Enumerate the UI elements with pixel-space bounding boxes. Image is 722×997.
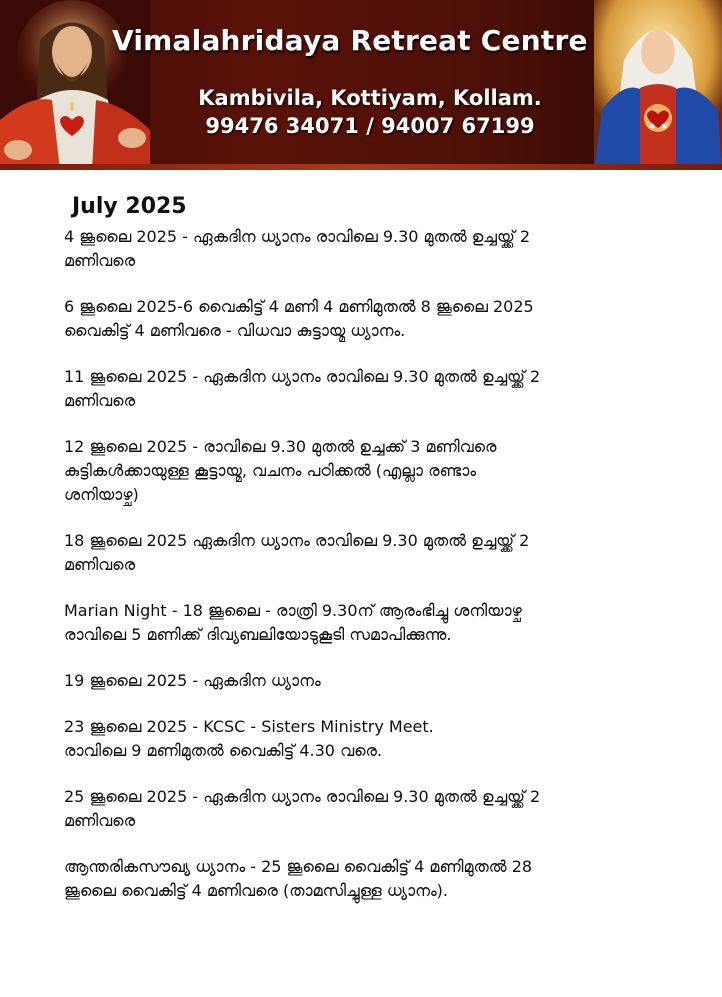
- entry-line: ശനിയാഴ്ച): [64, 485, 139, 504]
- entry-line: 12 ജൂലൈ 2025 - രാവിലെ 9.30 മുതൽ ഉച്ചക്ക് 3 മണിവരെ: [64, 437, 497, 456]
- entry-line: ആന്തരികസൗഖ്യ ധ്യാനം - 25 ജൂലൈ വൈകിട്ട് 4 മണിമുതൽ 28: [64, 857, 533, 876]
- schedule-entry: [64, 529, 664, 577]
- entry-line: മണിവരെ: [64, 811, 136, 830]
- schedule-entry: [64, 365, 664, 413]
- entry-line: 23 ജൂലൈ 2025 - KCSC - Sisters Ministry Meet.: [64, 717, 434, 736]
- schedule-entry: [64, 785, 664, 833]
- centre-name: Vimalahridaya Retreat Centre: [112, 24, 588, 57]
- schedule-section: [0, 194, 722, 903]
- schedule-entry: [64, 669, 664, 693]
- schedule-entry: [64, 295, 664, 343]
- entry-line: Marian Night - 18 ജൂലൈ - രാത്രി 9.30ന് ആരംഭിച്ചു ശനിയാഴ്ച: [64, 601, 522, 620]
- entry-line: 19 ജൂലൈ 2025 - ഏകദിന ധ്യാനം: [64, 671, 321, 690]
- entry-line: മണിവരെ: [64, 555, 136, 574]
- entry-line: 11 ജൂലൈ 2025 - ഏകദിന ധ്യാനം രാവിലെ 9.30 മുതൽ ഉച്ചയ്ക്ക് 2: [64, 367, 541, 386]
- entry-line: 18 ജൂലൈ 2025 ഏകദിന ധ്യാനം രാവിലെ 9.30 മുതൽ ഉച്ചയ്ക്ക് 2: [64, 531, 530, 550]
- header-banner: [0, 0, 722, 170]
- banner-bottom-edge: [0, 164, 722, 170]
- entry-line: 25 ജൂലൈ 2025 - ഏകദിന ധ്യാനം രാവിലെ 9.30 മുതൽ ഉച്ചയ്ക്ക് 2: [64, 787, 541, 806]
- centre-phones: 99476 34071 / 94007 67199: [205, 114, 535, 138]
- entry-line: കുട്ടികൾക്കായുള്ള കൂട്ടായ്മ, വചനം പഠിക്കൽ (എല്ലാ രണ്ടാം: [64, 461, 477, 480]
- schedule-entry: [64, 599, 664, 647]
- schedule-entry: [64, 225, 664, 273]
- immaculate-heart-mary-image: [594, 0, 722, 170]
- schedule-entry: [64, 855, 664, 903]
- entry-line: വൈകിട്ട് 4 മണിവരെ - വിധവാ കുട്ടായ്മ ധ്യാനം.: [64, 321, 406, 340]
- centre-address: Kambivila, Kottiyam, Kollam.: [198, 86, 542, 110]
- schedule-month-title: July 2025: [72, 194, 187, 219]
- schedule-entry: [64, 715, 664, 763]
- entry-line: 4 ജൂലൈ 2025 - ഏകദിന ധ്യാനം രാവിലെ 9.30 മുതൽ ഉച്ചയ്ക്ക് 2: [64, 227, 531, 246]
- entry-line: രാവിലെ 5 മണിക്ക് ദിവ്യബലിയോടുകൂടി സമാപിക്കുന്നു.: [64, 625, 452, 644]
- entry-line: 6 ജൂലൈ 2025-6 വൈകിട്ട് 4 മണി 4 മണിമുതൽ 8 ജൂലൈ 2025: [64, 297, 534, 316]
- entry-line: രാവിലെ 9 മണിമുതൽ വൈകിട്ട് 4.30 വരെ.: [64, 741, 383, 760]
- entry-line: മണിവരെ: [64, 251, 136, 270]
- schedule-list: [64, 225, 664, 903]
- entry-line: മണിവരെ: [64, 391, 136, 410]
- entry-line: ജൂലൈ വൈകിട്ട് 4 മണിവരെ (താമസിച്ചുള്ള ധ്യാനം).: [64, 881, 448, 900]
- schedule-entry: [64, 435, 664, 507]
